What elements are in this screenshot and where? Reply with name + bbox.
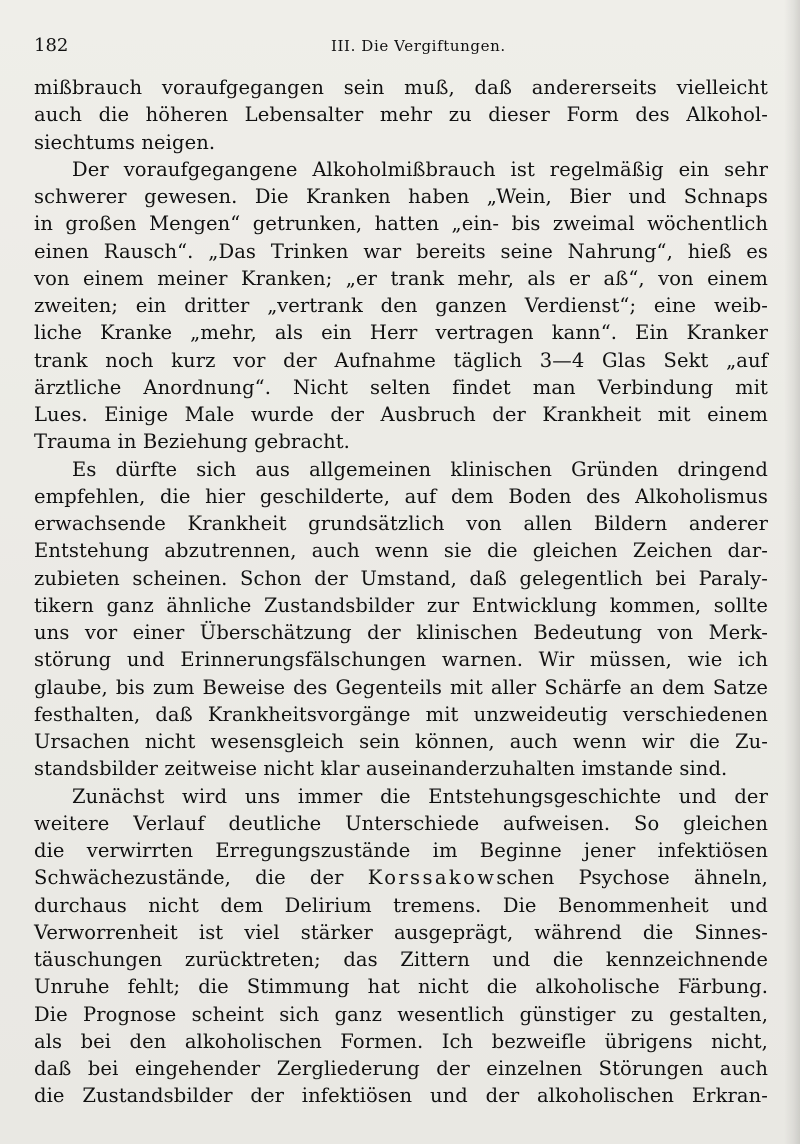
page-number: 182 [34,35,69,56]
text-line: Lues. Einige Male wurde der Ausbruch der Krankheit mit einem [34,403,768,426]
text-line: uns vor einer Überschätzung der klinischen Bedeutung von Merk- [34,621,768,644]
text-line: festhalten, daß Krankheitsvorgänge mit unzweideutig verschiedenen [34,702,768,726]
text-fragment: Schwächezustände, die der [34,866,368,890]
page-edge-shadow [784,0,800,1144]
text-line: Die Prognose scheint sich ganz wesentlich günstiger zu gestalten, [34,1002,768,1026]
text-line-with-spaced-name [34,864,768,891]
text-line: die Zustandsbilder der infektiösen und der alkoholischen Erkran- [34,1084,768,1108]
text-line: einen Rausch“. „Das Trinken war bereits seine Nahrung“, hieß es [34,239,768,263]
text-line: zubieten scheinen. Schon der Umstand, daß gelegentlich bei Paraly- [34,566,768,590]
page-header [34,30,768,62]
text-line: Unruhe fehlt; die Stimmung hat nicht die alkoholische Färbung. [34,975,768,999]
text-line: auch die höheren Lebensalter mehr zu dieser Form des Alkohol- [34,103,768,127]
text-line: Ursachen nicht wesensgleich sein können, auch wenn wir die Zu- [34,730,768,753]
spaced-author-name: Korssakow [367,866,497,890]
text-line: Es dürfte sich aus allgemeinen klinischen Gründen dringend [72,457,768,481]
text-line: siechtums neigen. [34,130,216,154]
text-line: ärztliche Anordnung“. Nicht selten findet man Verbindung mit [34,375,768,399]
paragraph [34,74,768,156]
text-line: mißbrauch voraufgegangen sein muß, daß andererseits vielleicht [34,76,768,99]
body-text [34,74,768,1110]
text-line: standsbilder zeitweise nicht klar auseinanderzuhalten imstande sind. [34,757,728,781]
text-line: Verworrenheit ist viel stärker ausgeprägt, während die Sinnes- [34,920,768,944]
text-line: glaube, bis zum Beweise des Gegenteils mit aller Schärfe an dem Satze [34,675,768,699]
text-line: durchaus nicht dem Delirium tremens. Die Benommenheit und [34,893,768,917]
text-line: trank noch kurz vor der Aufnahme täglich 3—4 Glas Sekt „auf [34,348,768,372]
text-line: weitere Verlauf deutliche Unterschiede aufweisen. So gleichen [34,811,768,835]
text-line: von einem meiner Kranken; „er trank mehr, als er aß“, von einem [34,266,768,290]
text-line: liche Kranke „mehr, als ein Herr vertragen kann“. Ein Kranker [34,321,768,345]
text-fragment: schen Psychose ähneln, [496,866,768,890]
running-head: III. Die Vergiftungen. [331,37,506,55]
text-line: störung und Erinnerungsfälschungen warnen. Wir müssen, wie ich [34,648,768,672]
text-line: Zunächst wird uns immer die Entstehungsgeschichte und der [72,784,768,808]
text-line: tikern ganz ähnliche Zustandsbilder zur Entwicklung kommen, sollte [34,593,768,617]
text-line: Entstehung abzutrennen, auch wenn sie die gleichen Zeichen dar- [34,539,768,563]
text-line: täuschungen zurücktreten; das Zittern und die kennzeichnende [34,948,768,971]
paragraph [34,456,768,783]
text-line: schwerer gewesen. Die Kranken haben „Wein, Bier und Schnaps [34,185,768,208]
text-line: empfehlen, die hier geschilderte, auf dem Boden des Alkoholismus [34,484,768,508]
text-line: die verwirrten Erregungszustände im Beginne jener infektiösen [34,839,768,862]
text-line: in großen Mengen“ getrunken, hatten „ein- bis zweimal wöchentlich [34,212,768,236]
text-line: als bei den alkoholischen Formen. Ich bezweifle übrigens nicht, [34,1029,768,1053]
text-line: Der voraufgegangene Alkoholmißbrauch ist regelmäßig ein sehr [72,157,768,181]
text-line: daß bei eingehender Zergliederung der einzelnen Störungen auch [34,1057,768,1080]
paragraph [34,783,768,1110]
text-line: Trauma in Beziehung gebracht. [34,430,350,454]
paragraph [34,156,768,456]
text-line: erwachsende Krankheit grundsätzlich von allen Bildern anderer [34,512,768,535]
text-line: zweiten; ein dritter „vertrank den ganzen Verdienst“; eine weib- [34,294,768,317]
